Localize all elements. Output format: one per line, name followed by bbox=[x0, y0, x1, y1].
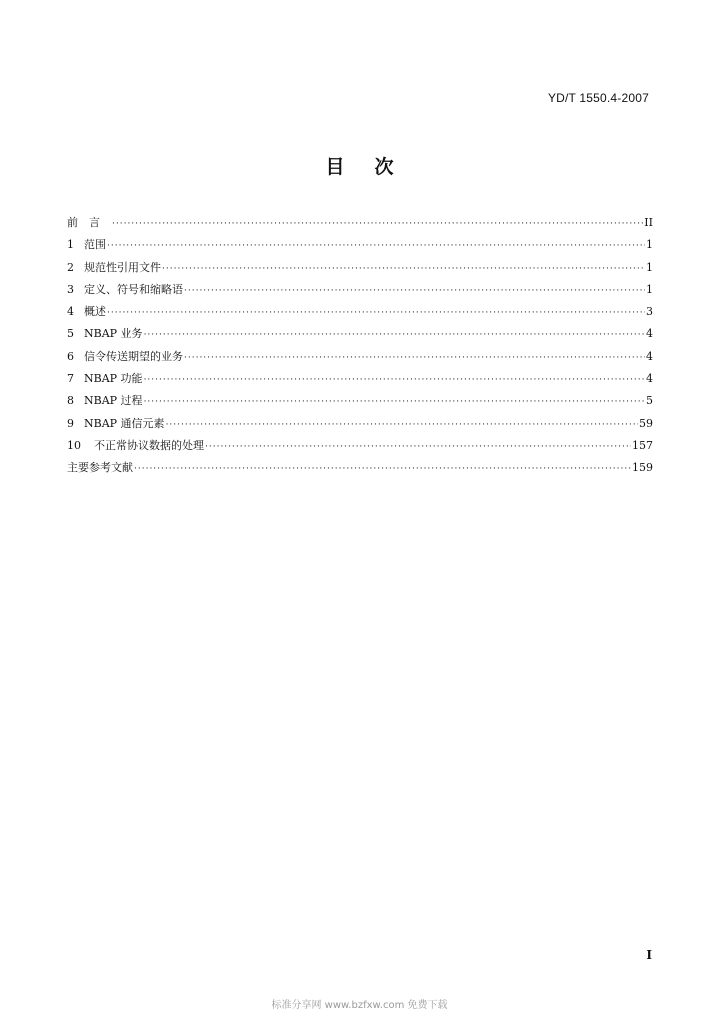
toc-entry-number: 2 bbox=[67, 260, 74, 274]
footer-watermark: 标准分享网 www.bzfxw.com 免费下载 bbox=[271, 1000, 448, 1011]
toc-entry[interactable] bbox=[67, 457, 653, 479]
toc-leader-dots bbox=[184, 347, 645, 369]
toc-leader-dots bbox=[162, 258, 645, 280]
toc-entry-number: 5 bbox=[67, 327, 74, 341]
toc-entry[interactable] bbox=[67, 257, 653, 279]
toc-entry[interactable] bbox=[67, 413, 653, 435]
toc-entry-page: 4 bbox=[646, 349, 653, 363]
toc-entry-number: 1 bbox=[67, 238, 74, 252]
toc-entry-page: 3 bbox=[646, 305, 653, 319]
toc-entry-title: NBAP 功能 bbox=[84, 372, 143, 386]
toc-entry-title: 前言 bbox=[67, 216, 111, 229]
toc-entry-number: 3 bbox=[67, 282, 74, 296]
toc-entry-title: NBAP 业务 bbox=[84, 327, 143, 341]
page-number: I bbox=[646, 948, 652, 962]
toc-leader-dots bbox=[134, 458, 631, 480]
toc-entry-page: 4 bbox=[646, 327, 653, 341]
toc-leader-dots bbox=[205, 436, 631, 458]
toc-entry-title: 范围 bbox=[84, 238, 106, 252]
toc-entry-number: 6 bbox=[67, 349, 74, 363]
toc-entry-page: 5 bbox=[646, 394, 653, 408]
toc-leader-dots bbox=[144, 391, 645, 413]
document-code: YD/T 1550.4-2007 bbox=[547, 91, 649, 105]
toc-leader-dots bbox=[107, 235, 645, 257]
toc-entry-title: NBAP 通信元素 bbox=[84, 416, 165, 430]
toc-entry-title: 信令传送期望的业务 bbox=[84, 349, 183, 363]
toc-entry-number: 7 bbox=[67, 372, 74, 386]
toc-leader-dots bbox=[112, 213, 643, 235]
toc-leader-dots bbox=[184, 280, 645, 302]
toc-entry[interactable] bbox=[67, 368, 653, 390]
toc-leader-dots bbox=[107, 302, 645, 324]
toc-leader-dots bbox=[166, 414, 638, 436]
toc-leader-dots bbox=[144, 324, 645, 346]
table-of-contents bbox=[67, 212, 653, 480]
toc-leader-dots bbox=[144, 369, 645, 391]
toc-entry-number: 8 bbox=[67, 394, 74, 408]
toc-entry-title: 定义、符号和缩略语 bbox=[84, 282, 183, 296]
toc-entry-page: 159 bbox=[632, 461, 653, 475]
toc-entry-number: 10 bbox=[67, 438, 81, 452]
toc-entry[interactable] bbox=[67, 346, 653, 368]
toc-entry[interactable] bbox=[67, 435, 653, 457]
toc-entry-page: 1 bbox=[646, 238, 653, 252]
toc-entry-title: 规范性引用文件 bbox=[84, 260, 161, 274]
toc-entry-title: 概述 bbox=[84, 305, 106, 319]
toc-entry-page: 1 bbox=[646, 260, 653, 274]
toc-entry-title: 主要参考文献 bbox=[67, 461, 133, 475]
toc-entry-page: 4 bbox=[646, 372, 653, 386]
toc-entry-page: 59 bbox=[639, 416, 653, 430]
toc-entry[interactable] bbox=[67, 323, 653, 345]
toc-entry-title: NBAP 过程 bbox=[84, 394, 143, 408]
toc-entry[interactable] bbox=[67, 234, 653, 256]
toc-entry-page: 157 bbox=[632, 438, 653, 452]
toc-entry-page: 1 bbox=[646, 282, 653, 296]
toc-entry[interactable] bbox=[67, 390, 653, 412]
toc-entry-number: 9 bbox=[67, 416, 74, 430]
toc-entry[interactable] bbox=[67, 301, 653, 323]
toc-entry[interactable] bbox=[67, 279, 653, 301]
toc-entry-number: 4 bbox=[67, 305, 74, 319]
toc-entry-page: II bbox=[644, 216, 653, 229]
page-title: 目次 bbox=[325, 156, 424, 178]
toc-entry-title: 不正常协议数据的处理 bbox=[94, 438, 204, 452]
toc-entry[interactable] bbox=[67, 212, 653, 234]
